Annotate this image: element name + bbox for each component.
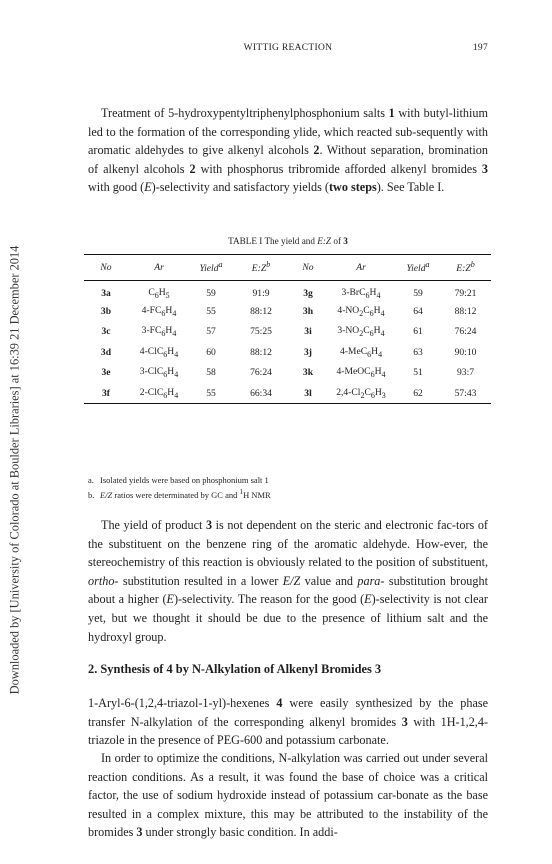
cell-yield: 58 (206, 367, 216, 379)
cell-no: 3h (302, 305, 314, 317)
para2-text: value and (300, 573, 358, 588)
compound-ref: 2 (313, 143, 320, 158)
table-caption (88, 236, 488, 246)
cell-ez-ratio: 76:24 (250, 367, 272, 379)
footnote-marker: a (218, 260, 223, 270)
cell-ez-ratio: 57:43 (454, 387, 477, 399)
section-heading (88, 662, 488, 677)
cell-ez-ratio: 88:12 (250, 346, 272, 358)
cell-yield: 62 (413, 387, 423, 399)
page-number: 197 (472, 43, 488, 53)
table-row (84, 322, 491, 343)
cell-no: 3d (100, 346, 112, 358)
table-notes (88, 474, 488, 501)
cell-aryl: $4-ClC_6H_4$ (139, 345, 179, 359)
compound-ref: 3 (136, 825, 143, 840)
cell-aryl: $3-NO_2C_6H_4$ (337, 325, 385, 339)
para1-text: . Without separation, bromination of alkenyl alcohols (88, 143, 488, 176)
cell-yield: 57 (206, 326, 216, 338)
para2-text: )-selectivity is not clear yet, but we thought it should be due to the presence of lithium salt and the hydroxyl group. (88, 592, 488, 644)
para4-text: under strongly basic condition. In addi- (142, 825, 338, 840)
cell-yield: 55 (206, 305, 216, 317)
cell-no: 3c (101, 326, 111, 338)
italic-term: para- (357, 573, 385, 588)
compound-ref: 4 (166, 662, 173, 676)
download-note: Downloaded by [University of Colorado at Boulder Libraries] at 16:39 21 December 2014 (7, 245, 22, 695)
para3-text: with 1H-1,2,4-triazole in the presence of PEG-600 and potassium carbonate. (88, 714, 489, 748)
table-row (84, 383, 491, 404)
italic-term: E/Z (282, 573, 301, 588)
footnote-marker: b (470, 260, 475, 270)
header-text: E:Z (456, 263, 471, 275)
note-text: Isolated yields were based on phosphonium salt 1 (100, 475, 269, 485)
note-label: a. (88, 475, 94, 485)
col-header-ar-2: Ar (356, 262, 366, 273)
cell-ez-ratio: 79:21 (454, 287, 477, 299)
cell-yield: 59 (206, 287, 216, 299)
cell-aryl: $2-ClC_6H_4$ (139, 386, 179, 400)
cell-yield: 63 (413, 346, 423, 358)
note-text: H NMR (243, 489, 271, 500)
cell-yield: 61 (413, 326, 423, 338)
col-header-ar: Ar (154, 262, 164, 273)
para1-text: )-selectivity and satisfactory yields ( (151, 180, 329, 195)
note-text: ratios were determinated by GC and (112, 489, 240, 500)
col-header-yield-2 (396, 255, 440, 281)
compound-ref: 1 (388, 106, 395, 120)
heading-text: 2. Synthesis of (88, 662, 167, 676)
header-text: Yield (406, 263, 426, 275)
paragraph-1 (88, 104, 488, 197)
para1-text: with butyl-lithium led to the formation of the corresponding ylide, which reacted sub-sequently with aromatic aldehydes to give alkenyl alcohols (88, 106, 488, 158)
para1-text: ). See Table I. (376, 180, 445, 195)
cell-aryl: $4-FC_6H_4$ (141, 304, 177, 318)
heading-text: by N-Alkylation of Alkenyl Bromides (172, 662, 375, 676)
stereo-symbol: E (166, 592, 174, 607)
stereo-symbol: E (364, 592, 372, 607)
cell-yield: 51 (413, 367, 423, 379)
compound-ref: 4 (276, 696, 283, 710)
header-text: E:Z (251, 263, 267, 275)
para4-text: In order to optimize the conditions, N-alkylation was carried out under several reaction conditions. As a result, it was found the base of choice was a critical factor, the use of sodium hydroxide instead of potassium car-bonate as the base resulted in a complex mixture, this may be attributed to the instability of the bromides (88, 751, 488, 840)
paragraph-3 (88, 694, 488, 750)
yield-table (84, 254, 491, 404)
caption-text: of (331, 236, 344, 246)
cell-no: 3i (304, 326, 312, 338)
cell-no: 3a (101, 287, 111, 299)
para2-text: substitution resulted in a lower (118, 573, 283, 588)
note-sup: 1 (239, 488, 244, 496)
para3-text: were easily synthesized by the phase transfer N-alkylation of the corresponding alkenyl bromides (88, 696, 489, 729)
cell-yield: 55 (206, 387, 216, 399)
compound-ref: 2 (189, 161, 196, 176)
note-label: b. (88, 489, 95, 500)
table-row (84, 301, 491, 322)
table-header-row (84, 255, 491, 281)
compound-ref: 3 (343, 236, 348, 246)
para2-text: The yield of product (101, 518, 206, 532)
table-row (84, 363, 491, 384)
compound-ref: 3 (481, 161, 488, 176)
cell-aryl: $4-MeOC_6H_4$ (336, 366, 386, 380)
italic-term: ortho- (88, 573, 119, 588)
cell-yield: 60 (206, 346, 216, 358)
para3-text: 1-Aryl-6-(1,2,4-triazol-1-yl)-hexenes (88, 696, 277, 710)
para2-text: )-selectivity. The reason for the good ( (173, 592, 365, 607)
col-header-no: No (100, 262, 112, 273)
compound-ref: 3 (374, 662, 382, 676)
para1-text: with good ( (88, 180, 145, 195)
header-text: Yield (199, 263, 219, 275)
table-note-a (88, 474, 488, 486)
compound-ref: 3 (205, 518, 213, 532)
para2-text: is not dependent on the steric and electronic fac-tors of the substituent on the benzene ring of the aromatic aldehyde. How-ever, the stereochemistry of this reaction is obviously related to the position of substituent, (88, 518, 488, 570)
cell-no: 3l (304, 387, 312, 399)
cell-no: 3f (102, 387, 110, 399)
cell-aryl: $4-NO_2C_6H_4$ (337, 304, 385, 318)
note-ez: E/Z (100, 489, 113, 500)
col-header-yield (190, 255, 232, 281)
cell-no: 3b (100, 305, 112, 317)
col-header-ez (232, 255, 290, 281)
cell-no: 3g (303, 287, 313, 299)
cell-aryl: $3-BrC_6H_4$ (341, 286, 381, 300)
emphasis-text: two steps (329, 180, 377, 195)
table-note-b (88, 486, 488, 501)
cell-ez-ratio: 88:12 (454, 305, 477, 317)
para1-text: with phosphorus tribromide afforded alkenyl bromides (195, 161, 482, 176)
col-header-no-2: No (302, 262, 314, 273)
cell-aryl: $C_6H_5$ (148, 286, 170, 300)
cell-aryl: $4-MeC_6H_4$ (339, 345, 383, 359)
footnote-marker: a (425, 260, 430, 270)
caption-text: TABLE I The yield and (228, 236, 318, 246)
col-header-ez-2 (440, 255, 491, 281)
cell-ez-ratio: 90:10 (454, 346, 477, 358)
paragraph-2 (88, 516, 488, 646)
para1-text: Treatment of 5-hydroxypentyltriphenylphosphonium salts (101, 106, 389, 120)
cell-ez-ratio: 88:12 (250, 305, 272, 317)
cell-no: 3k (302, 367, 314, 379)
footnote-marker: b (266, 260, 271, 270)
cell-no: 3j (304, 346, 312, 358)
cell-aryl: $2,4-Cl_2C_6H_3$ (336, 386, 386, 400)
running-title: WITTIG REACTION (243, 43, 333, 53)
cell-ez-ratio: 91:9 (252, 287, 270, 299)
cell-ez-ratio: 66:34 (250, 387, 272, 399)
table-row (84, 342, 491, 363)
cell-ez-ratio: 93:7 (456, 367, 475, 379)
para2-text: substitution brought about a higher ( (88, 573, 488, 607)
table-row (84, 281, 491, 302)
cell-no: 3e (101, 367, 111, 379)
cell-aryl: $3-ClC_6H_4$ (139, 366, 179, 380)
page-header (88, 43, 488, 57)
cell-ez-ratio: 75:25 (250, 326, 272, 338)
cell-aryl: $3-FC_6H_4$ (141, 325, 177, 339)
compound-ref: 3 (401, 714, 408, 729)
download-watermark (0, 170, 30, 770)
cell-yield: 59 (413, 287, 423, 299)
paragraph-4 (88, 749, 488, 842)
cell-ez-ratio: 76:24 (454, 326, 477, 338)
caption-ez: E:Z (317, 236, 332, 246)
stereo-symbol: E (144, 180, 152, 195)
cell-yield: 64 (413, 305, 423, 317)
